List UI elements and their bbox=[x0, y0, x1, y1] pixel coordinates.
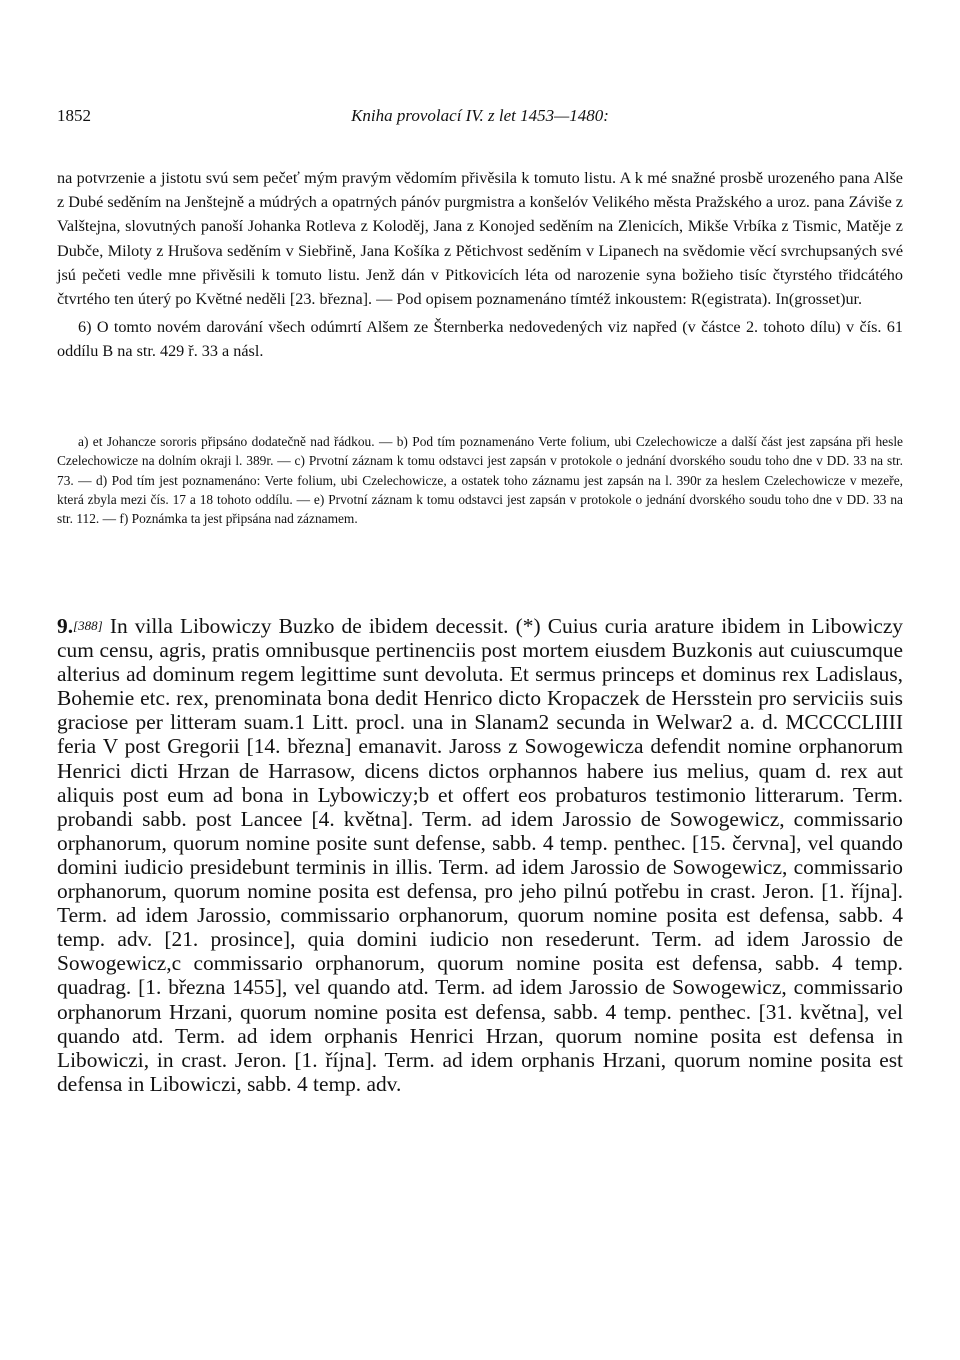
entry-number: 9. bbox=[57, 614, 74, 638]
editorial-note-6: 6) O tomto novém darování všech odúmrtí Alšem ze Šternberka nedovedených viz napřed (v částce 2. tohoto dílu) v čís. 61 oddílu B na str. 429 ř. 33 a násl. bbox=[57, 318, 903, 361]
footnotes-text: a) et Johancze sororis připsáno dodatečně nad řádkou. — b) Pod tím poznamenáno Verte folium, ubi Czelechowicze a další část jest zapsána při hesle Czelechowicze na dolním okraji l. 389r. — c) Prvotní záznam k tomu odstavci jest zapsán v protokole o jednání dvorského soudu toho dne v DD. 33 na str. 73. — d) Pod tím jest poznamenáno: Verte folium, ubi Czelechowicze, a ostatek toho záznamu jest zapsán na l. 390r za heslem Czelechowicze v mezeře, která zbyla mezi čís. 17 a 18 tohoto oddílu. — e) Prvotní záznam k tomu odstavci jest zapsán v protokole o jednání dvorského soudu toho dne v DD. 33 na str. 112. — f) Poznámka ta jest připsána nad záznamem. bbox=[57, 434, 903, 527]
entry-paragraph bbox=[57, 614, 903, 1096]
entry-reference: [388] bbox=[73, 618, 103, 633]
page-number: 1852 bbox=[57, 106, 91, 125]
charter-continuation bbox=[57, 166, 903, 364]
entry-9 bbox=[57, 614, 903, 1096]
entry-text: In villa Libowiczy Buzko de ibidem decessit. (*) Cuius curia arature ibidem in Libowiczy cum censu, agris, pratis omnibusque pertinenciis post mortem eiusdem Buzkonis aut cuiuscumque alterius ad dominum regem legittime sunt devoluta. Et sermus princeps et dominus rex Ladislaus, Bohemie etc. rex, prenominata bona dedit Henrico dicto Kropaczek de Hersstein pro serviciis suis graciose per litteram suam.1 Litt. procl. una in Slanam2 secunda in Welwar2 a. d. MCCCCLIIII feria V post Gregorii [14. března] emanavit. Jaross z Sowogewicza defendit nomine orphanorum Henrici dicti Hrzan de Harrasow, dicens dictos orphannos habere ius melius, quam d. rex aut aliquis post eum ad bona in Lybowiczy;b et offert eos probaturos testimonio litterarum. Term. probandi sabb. post Lancee [4. května]. Term. ad idem Jarossio de Sowogewicz, commissario orphanorum, quorum nomine posite sunt defense, sabb. 4 temp. penthec. [15. června], vel quando domini iudicio presidebunt terminis in illis. Term. ad idem Jarossio de Sowogewicz, commissario orphanorum, quorum nomine posita est defensa, pro jeho pilnú potřebu in crast. Jeron. [1. října]. Term. ad idem Jarossio, commissario orphanorum, quorum nomine posita est defensa, sabb. 4 temp. adv. [21. prosince], quia domini iudicio non resederunt. Term. ad idem Jarossio de Sowogewicz,c commissario orphanorum, quorum nomine posita est defensa, sabb. 4 temp. quadrag. [1. března 1455], vel quando atd. Term. ad idem Jarossio de Sowogewicz, commissario orphanorum Hrzani, quorum nomine posita est defensa, sabb. 4 temp. penthec. [31. května], vel quando atd. Term. ad idem orphanis Henrici Hrzan, quorum nomine posita est defensa in Libowiczi, in crast. Jeron. [1. října]. Term. ad idem orphanis Hrzani, quorum nomine posita est defensa in Libowiczi, sabb. 4 temp. adv. bbox=[57, 614, 904, 1096]
charter-paragraph: na potvrzenie a jistotu svú sem pečeť mým pravým vědomím přivěsila k tomuto listu. A k mé snažné prosbě urozeného pana Alše z Dubé seděním na Jenštejně a múdrých a opatrných pánóv purgmistra a konšelóv Velikého města Pražského a uroz. pana Záviše z Valštejna, slovutných panoší Johanka Rotleva z Koloděj, Jana z Konojed seděním na Zlenicích, Mikše Vrbíka z Tismic, Matěje z Dubče, Miloty z Hrušova seděním v Siebřině, Jana Košíka z Pětichvost seděním v Lipanech na svědomie věcí svrchupsaných své jsú pečeti vedle mne přivěsili k tomuto listu. Jenž dán v Pitkovicích léta od narozenie syna božieho tisíc čtyrstého třidcátého čtvrtého ten úterý po Květné neděli [23. března]. — Pod opisem poznamenáno tímtéž inkoustem: R(egistrata). In(grosset)ur. bbox=[57, 169, 903, 309]
footnotes-block bbox=[57, 432, 903, 528]
running-title: Kniha provolací IV. z let 1453—1480: bbox=[351, 106, 609, 125]
page-header bbox=[57, 106, 903, 130]
